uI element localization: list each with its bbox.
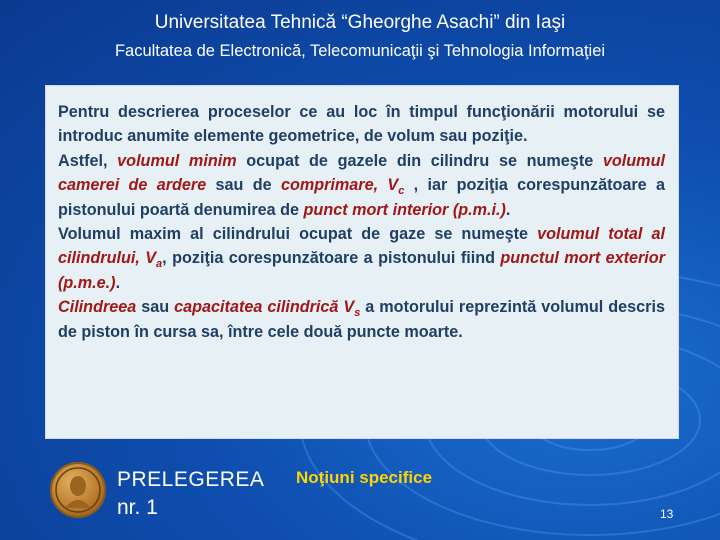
paragraph-1: Pentru descrierea proceselor ce au loc în timpul funcţionării motorului se introduc anumite elemente geometrice, de volum sau poziţie. <box>58 103 665 146</box>
slide-header <box>0 0 720 90</box>
paragraph-2-text: ocupat de gazele din cilindru se numeşte <box>236 151 603 170</box>
university-title: Universitatea Tehnică “Gheorghe Asachi” din Iaşi <box>154 12 566 33</box>
term-comprimare: comprimare <box>280 176 374 195</box>
paragraph-2-text: , iar poziţia corespunzătoare a pistonului poartă denumirea de <box>58 176 665 219</box>
faculty-subtitle: Facultatea de Electronică, Telecomunicaţii şi Tehnologia Informaţiei <box>114 42 606 60</box>
term-volumul-minim: volumul minim <box>117 151 237 170</box>
term-pmi: punct mort interior (p.m.i.) <box>303 200 506 219</box>
paragraph-2-text: sau de <box>206 176 281 195</box>
university-medal-icon <box>50 462 106 518</box>
paragraph-4-text: sau <box>136 298 175 317</box>
term-volumul-total: volumul total al cilindrului, $V_a$ <box>58 225 665 271</box>
paragraph-3-text: , poziţia corespunzătoare a pistonului fiind <box>162 249 501 268</box>
page-number: 13 <box>660 507 674 521</box>
paragraph-2-text: Astfel, <box>58 151 118 170</box>
term-pme: punctul mort exterior (p.m.e.) <box>58 249 665 292</box>
paragraph-3-text: . <box>115 273 121 292</box>
symbol-vc: , $V_c$ <box>373 176 405 198</box>
term-capacitate-cilindrica: capacitatea cilindrică $V_s$ <box>174 298 361 320</box>
lecture-number: nr. 1 <box>117 496 158 519</box>
lecture-label: PRELEGEREA <box>117 468 265 491</box>
paragraph-3-text: Volumul maxim al cilindrului ocupat de gaze se numeşte <box>58 225 538 244</box>
paragraph-4-text: a motorului reprezintă volumul descris de piston în cursa sa, între cele două puncte moarte. <box>58 298 665 341</box>
body-text <box>58 100 665 344</box>
content-panel <box>46 86 678 438</box>
term-camera-ardere: volumul camerei de ardere <box>58 151 665 195</box>
topic-label: Noţiuni specifice <box>296 468 433 487</box>
paragraph-2-text: . <box>505 200 511 219</box>
term-cilindreea: Cilindreea <box>58 298 137 317</box>
